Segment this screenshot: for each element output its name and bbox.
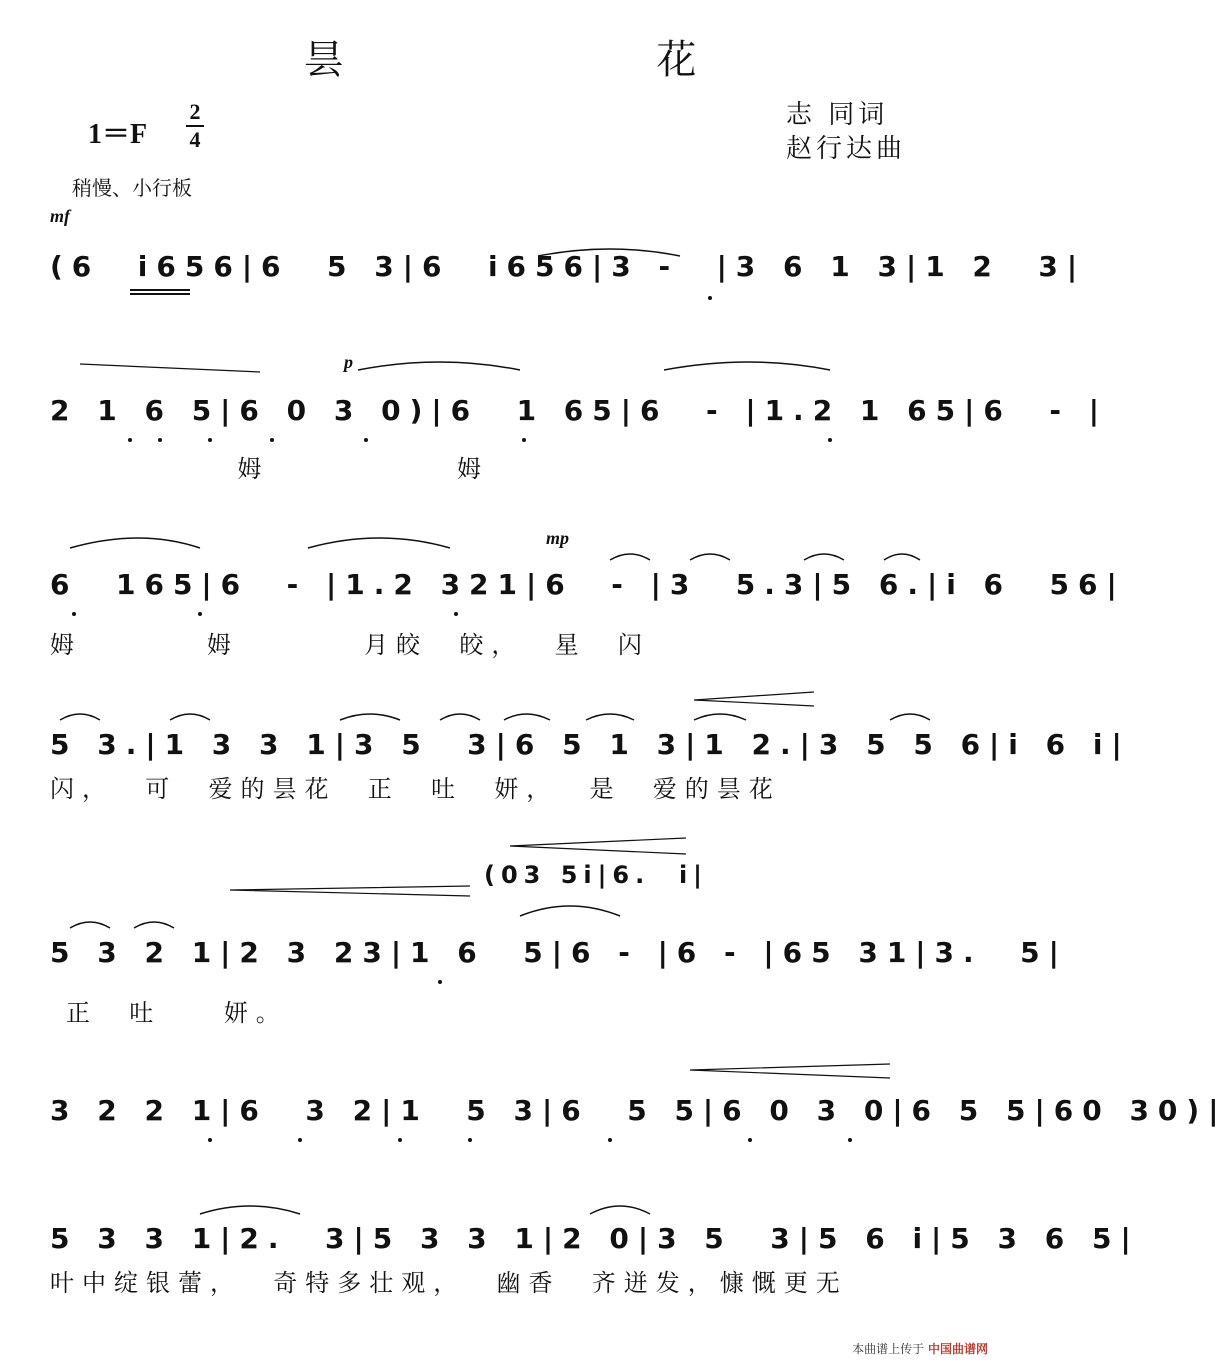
lyrics-line-3: 姆 姆 月皎 皎， 星 闪	[50, 631, 650, 659]
key-signature: 1＝F	[88, 119, 148, 150]
time-bottom: 4	[189, 127, 201, 152]
notation-line: 2 1 6 5|6 0 3 0)|6 1 65|6 - |1.2 1 65|6 - |	[50, 394, 1108, 427]
dynamic-mp: mp	[546, 528, 570, 548]
notation-line: 3 2 2 1|6 3 2|1 5 3|6 5 5|6 0 3 0|6 5 5|60 30)|	[50, 1094, 1227, 1127]
slur-marks	[50, 1094, 1227, 1154]
dynamic-mf: mf	[50, 206, 70, 226]
slur-marks	[50, 936, 1068, 996]
notation-line: 5 3 3 1|2. 3|5 3 3 1|2 0|3 5 3|5 6 i|5 3 6 5|	[50, 1222, 1140, 1255]
footer-text: 本曲谱上传于	[852, 1342, 925, 1356]
notation-line: (6 i656|6 5 3|6 i656|3 - |3 6 1 3|1 2 3|	[50, 250, 1087, 283]
notation-line: 6 165|6 - |1.2 321|6 - |3 5.3|5 6.|i 6 56|	[50, 568, 1126, 601]
time-top: 2	[189, 99, 201, 124]
slur-marks	[50, 394, 1108, 454]
lyricist-credit: 志 同词	[786, 100, 889, 130]
song-title: 昙 花	[303, 37, 847, 83]
prelude-notation: (03 5i|6. i|	[484, 861, 708, 889]
dynamic-p: p	[344, 352, 353, 372]
notation-line: 5 3.|1 3 3 1|3 5 3|6 5 1 3|1 2.|3 5 5 6|i 6 i|	[50, 728, 1131, 761]
footer-attribution	[852, 1340, 988, 1357]
site-logo[interactable]: 中国曲谱网	[927, 1342, 988, 1356]
lyrics-line-7: 叶中绽银蕾， 奇特多壮观， 幽香 齐迸发，慷慨更无	[50, 1269, 848, 1297]
lyrics-line-2: 姆 姆	[50, 455, 490, 483]
composer-credit: 赵行达曲	[786, 134, 907, 164]
slur-marks	[50, 568, 1126, 628]
lyrics-line-4: 闪， 可 爱的昙花 正 吐 妍， 是 爱的昙花	[50, 775, 781, 803]
notation-line: 5 3 2 1|2 3 23|1 6 5|6 - |6 - |65 31|3. 5|	[50, 936, 1068, 969]
lyrics-line-5: 正 吐 妍。	[66, 999, 288, 1027]
slur-marks	[50, 250, 1087, 310]
time-signature	[186, 100, 204, 152]
tempo-marking: 稍慢、小行板	[72, 176, 192, 200]
